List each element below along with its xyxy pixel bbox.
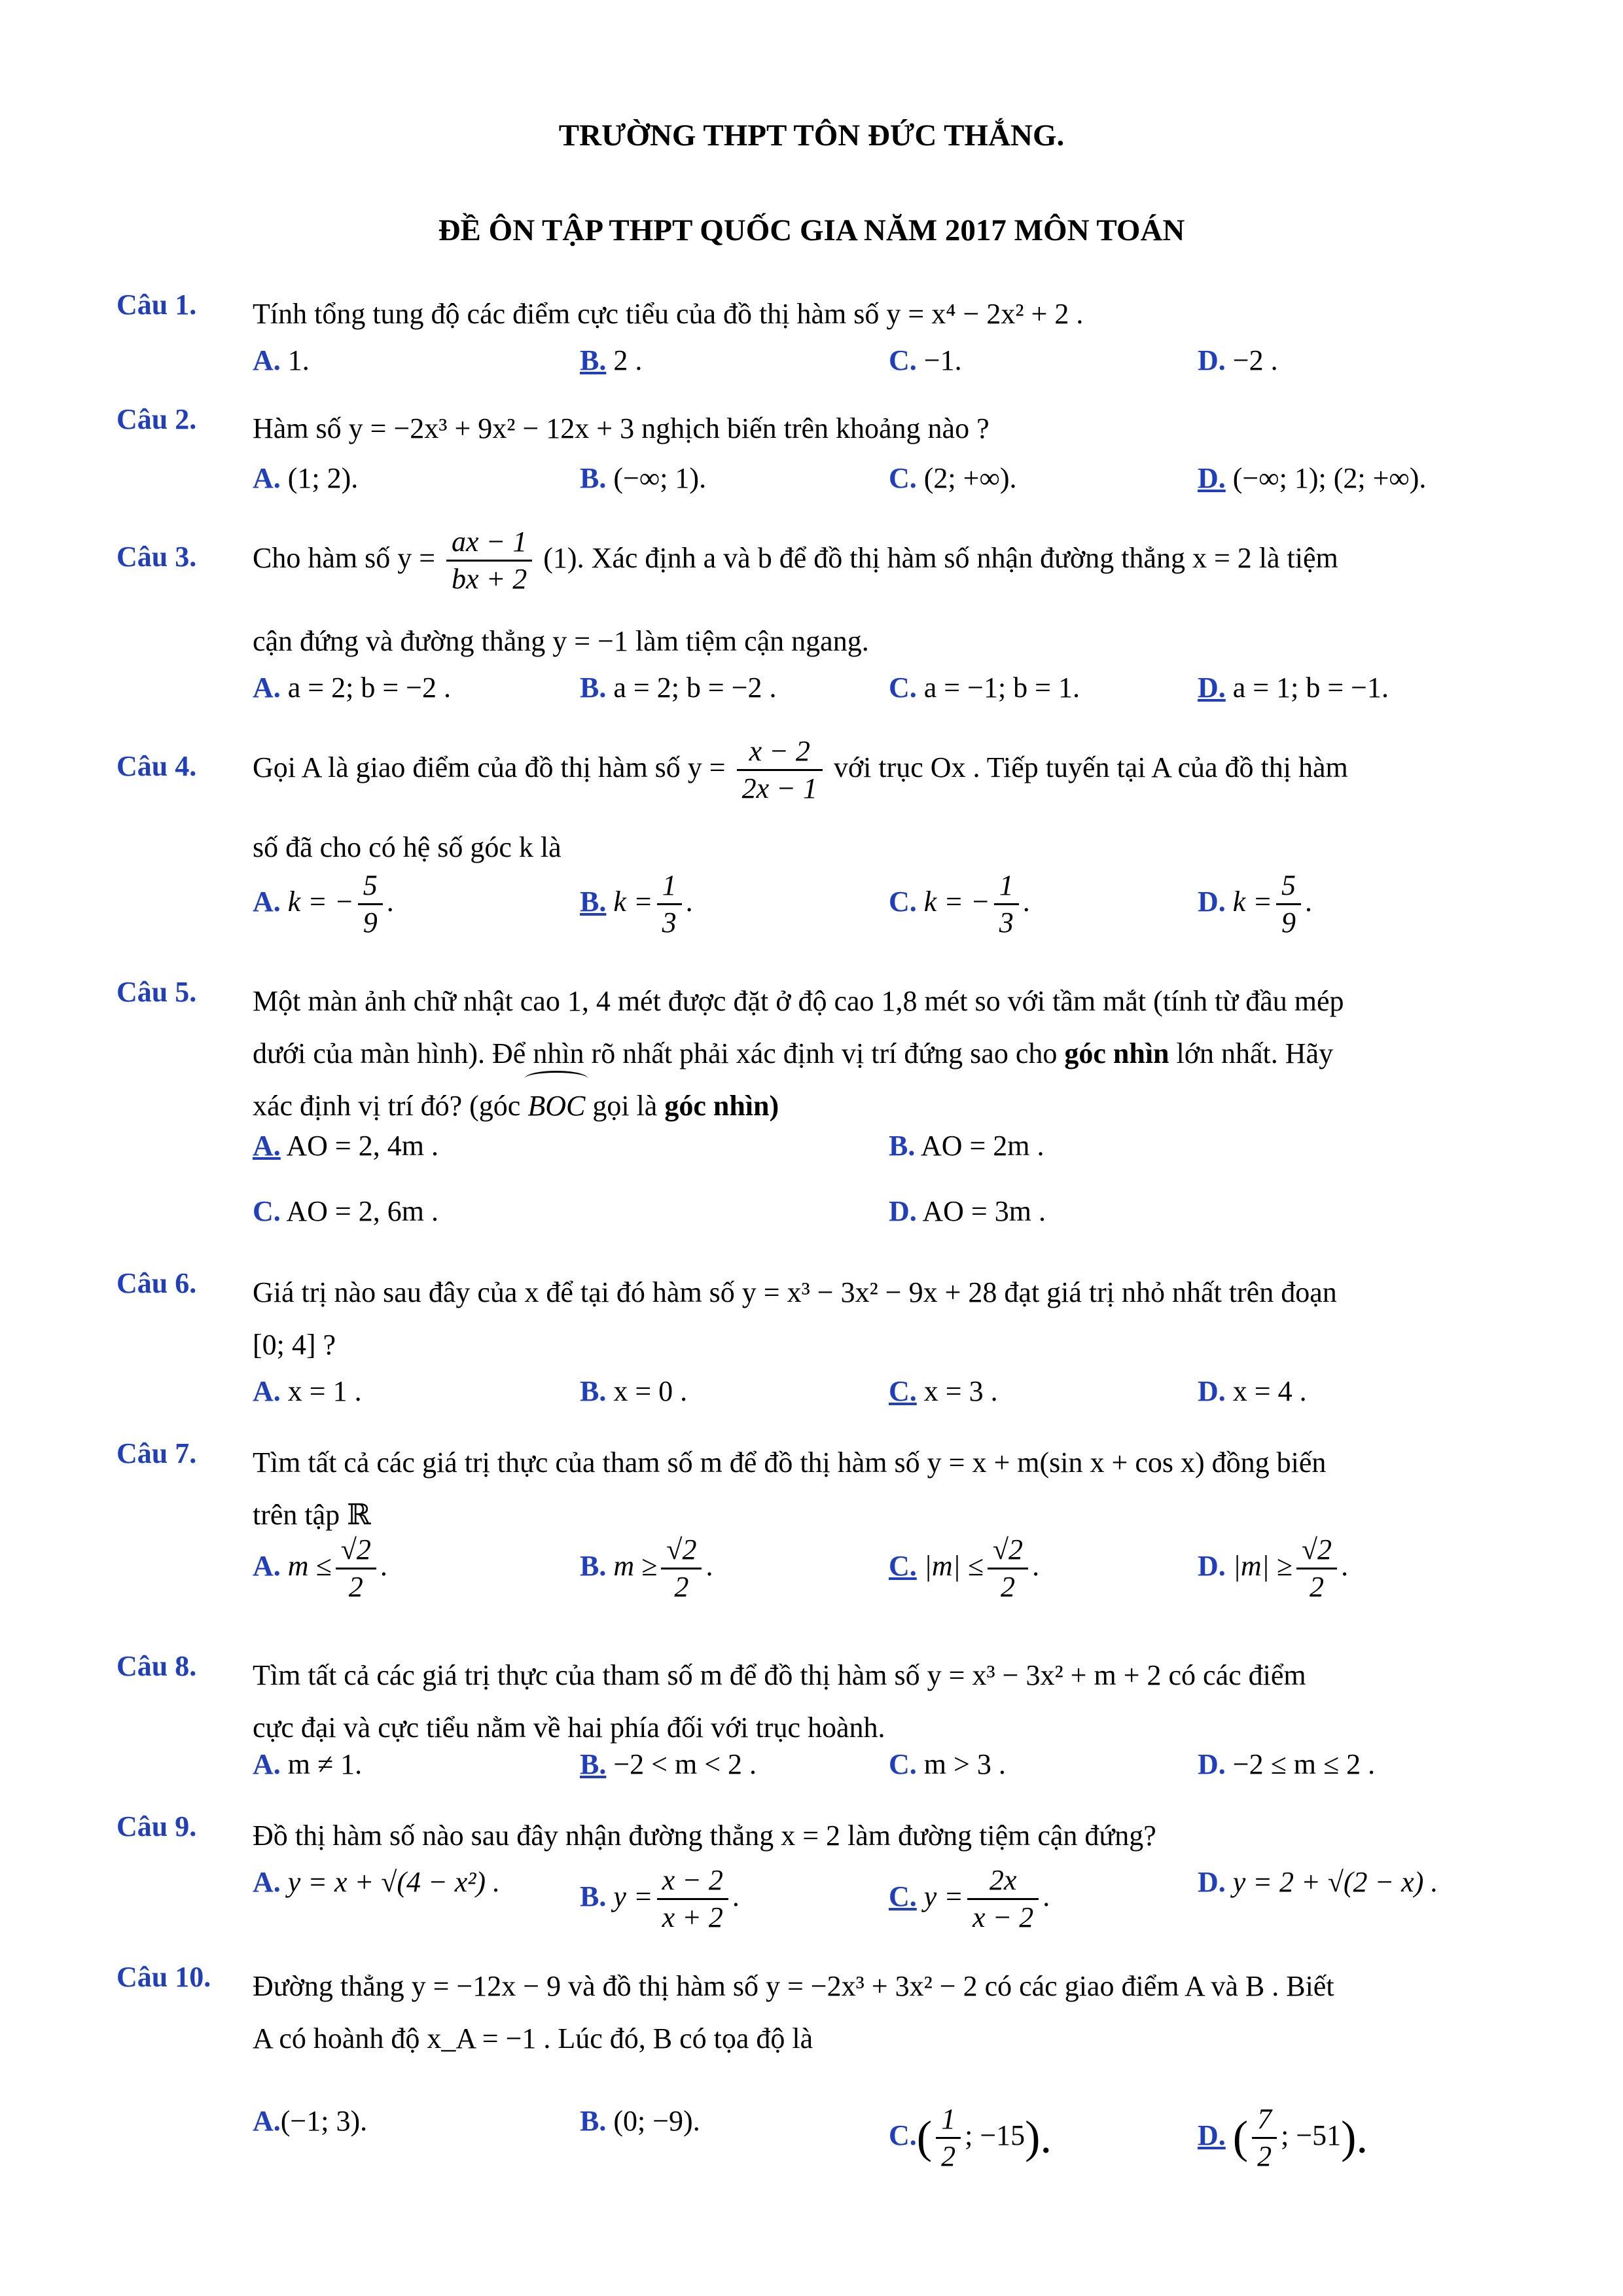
option-text: AO = 3m . — [922, 1195, 1046, 1227]
q8-option-b[interactable] — [580, 1748, 757, 1781]
option-text: k = — [613, 885, 653, 918]
fraction — [967, 1865, 1039, 1933]
option-text: a = 1; b = −1. — [1232, 672, 1389, 704]
option-text: −2 ≤ m ≤ 2 . — [1232, 1748, 1376, 1780]
numerator: 1 — [994, 870, 1019, 905]
option-text: −2 . — [1232, 344, 1278, 376]
option-text: . — [1032, 1549, 1040, 1582]
fraction — [988, 1535, 1028, 1602]
question-label: Câu 8. — [116, 1650, 197, 1682]
text-line: A có hoành độ x_A = −1 . Lúc đó, B có tọa độ là — [253, 2022, 813, 2054]
question-text — [253, 1437, 1516, 1541]
option-letter: D. — [1198, 1866, 1226, 1898]
text-line: Giá trị nào sau đây của x để tại đó hàm số y = x³ − 3x² − 9x + 28 đạt giá trị nhỏ nhất trên đoạn — [253, 1276, 1337, 1308]
option-letter: A. — [253, 2105, 281, 2137]
option-letter: B. — [580, 1880, 607, 1912]
option-letter: B. — [580, 672, 607, 704]
numerator: 1 — [657, 870, 682, 905]
option-text: . — [380, 1549, 387, 1582]
q8-option-d[interactable] — [1198, 1748, 1375, 1781]
fraction — [657, 1865, 728, 1933]
q7-option-a[interactable] — [253, 1535, 387, 1602]
q6-option-d[interactable] — [1198, 1374, 1307, 1408]
question-label: Câu 3. — [116, 541, 197, 573]
option-text: . — [685, 885, 693, 918]
option-letter: A. — [253, 344, 281, 376]
q2-option-b[interactable] — [580, 461, 706, 495]
option-letter: D. — [1198, 1748, 1226, 1780]
option-text: (−1; 3). — [280, 2105, 368, 2137]
fraction — [446, 527, 532, 594]
option-text: m ≤ — [287, 1549, 332, 1582]
option-text: x = 1 . — [287, 1375, 362, 1407]
q5-option-c[interactable] — [253, 1194, 438, 1228]
question-label: Câu 7. — [116, 1437, 197, 1469]
numerator: 5 — [358, 870, 383, 905]
question-text — [253, 736, 1516, 804]
fraction — [1296, 1535, 1337, 1602]
paren: ). — [1341, 2112, 1368, 2163]
option-letter: A. — [253, 1375, 281, 1407]
option-letter: C. — [253, 1195, 281, 1227]
option-letter: C. — [889, 672, 917, 704]
option-letter: D. — [889, 1195, 917, 1227]
option-text: ; −51 — [1281, 2119, 1342, 2151]
option-text: 2 . — [613, 344, 643, 376]
option-text: y = — [923, 1880, 964, 1912]
option-letter: C. — [889, 2119, 917, 2151]
q4-option-a[interactable] — [253, 870, 394, 938]
q4-option-d[interactable] — [1198, 870, 1312, 938]
option-letter-correct: B. — [580, 885, 607, 918]
q4-option-c[interactable] — [889, 870, 1030, 938]
fraction — [657, 870, 682, 938]
question-text — [253, 1266, 1516, 1371]
option-letter-correct: D. — [1198, 462, 1226, 494]
option-text: |m| ≤ — [923, 1549, 984, 1582]
option-letter: D. — [1198, 885, 1226, 918]
question-text: số đã cho có hệ số góc k là — [253, 831, 562, 863]
numerator: 2x — [967, 1865, 1039, 1900]
option-text: a = 2; b = −2 . — [287, 672, 451, 704]
q2-option-c[interactable] — [889, 461, 1017, 495]
option-text: (1; 2). — [287, 462, 359, 494]
option-letter-correct: A. — [253, 1130, 281, 1162]
question-label: Câu 1. — [116, 289, 197, 321]
denominator: 2 — [941, 2140, 956, 2173]
option-text: m ≥ — [613, 1549, 658, 1582]
option-text: . — [1341, 1549, 1349, 1582]
denominator: 2 — [1000, 1571, 1015, 1604]
text-line: Đường thẳng y = −12x − 9 và đồ thị hàm số y = −2x³ + 3x² − 2 có các giao điểm A và B . Biết — [253, 1970, 1334, 2002]
q9-option-b[interactable] — [580, 1865, 740, 1933]
option-text: . — [1305, 885, 1313, 918]
option-letter: A. — [253, 885, 281, 918]
option-letter: A. — [253, 1866, 281, 1898]
option-text: . — [1022, 885, 1030, 918]
option-letter-correct: B. — [580, 1748, 607, 1780]
denominator: 3 — [999, 906, 1014, 939]
text-line: trên tập ℝ — [253, 1499, 371, 1531]
option-text: k = — [1232, 885, 1273, 918]
q9-option-c[interactable] — [889, 1865, 1050, 1933]
question-text — [253, 1649, 1516, 1754]
option-text: x = 3 . — [923, 1375, 998, 1407]
question-text — [253, 1960, 1516, 2065]
numerator: √2 — [988, 1535, 1028, 1570]
option-text: x = 0 . — [613, 1375, 688, 1407]
text-segment: Gọi A là giao điểm của đồ thị hàm số y = — [253, 751, 726, 783]
option-letter-correct: C. — [889, 1375, 917, 1407]
denominator: 2x − 1 — [741, 772, 817, 805]
question-label: Câu 6. — [116, 1267, 197, 1299]
option-text: AO = 2m . — [920, 1130, 1044, 1162]
bold-term: góc nhìn — [1064, 1037, 1169, 1069]
q3-option-c[interactable] — [889, 671, 1080, 704]
option-letter: A. — [253, 1748, 281, 1780]
denominator: 3 — [662, 906, 677, 939]
text-line: cực đại và cực tiểu nằm về hai phía đối với trục hoành. — [253, 1712, 885, 1744]
question-text: Tính tổng tung độ các điểm cực tiểu của đồ thị hàm số y = x⁴ − 2x² + 2 . — [253, 298, 1084, 330]
q10-option-b[interactable] — [580, 2104, 700, 2138]
q3-option-b[interactable] — [580, 671, 777, 704]
option-letter: A. — [253, 1549, 281, 1582]
option-letter: B. — [889, 1130, 916, 1162]
option-text: m > 3 . — [923, 1748, 1006, 1780]
question-text: Hàm số y = −2x³ + 9x² − 12x + 3 nghịch biến trên khoảng nào ? — [253, 412, 990, 444]
option-letter: C. — [889, 462, 917, 494]
bold-term: góc nhìn) — [664, 1090, 779, 1122]
option-text: y = 2 + √(2 − x) . — [1232, 1866, 1438, 1898]
text-line — [253, 1028, 1516, 1080]
numerator: √2 — [336, 1535, 376, 1570]
q1-option-a[interactable] — [253, 344, 310, 377]
text-segment: Cho hàm số y = — [253, 541, 436, 574]
q5-option-b[interactable] — [889, 1129, 1044, 1162]
school-name: TRƯỜNG THPT TÔN ĐỨC THẮNG. — [558, 118, 1065, 152]
numerator: ax − 1 — [446, 527, 532, 562]
option-text: (0; −9). — [613, 2105, 700, 2137]
numerator: x − 2 — [737, 736, 823, 771]
option-text: ; −15 — [965, 2119, 1026, 2151]
text-line: Tìm tất cả các giá trị thực của tham số m để đồ thị hàm số y = x + m(sin x + cos x) đồng biến — [253, 1446, 1327, 1479]
numerator: √2 — [1296, 1535, 1337, 1570]
option-text: k = − — [923, 885, 990, 918]
fraction — [1276, 870, 1301, 938]
text-segment: (1). Xác định a và b để đồ thị hàm số nhận đường thẳng x = 2 là tiệm — [543, 541, 1338, 574]
option-letter-correct: C. — [889, 1549, 917, 1582]
option-text: (2; +∞). — [923, 462, 1017, 494]
option-text: a = 2; b = −2 . — [613, 672, 777, 704]
option-text: . — [705, 1549, 713, 1582]
denominator: bx + 2 — [452, 563, 527, 596]
q8-option-a[interactable] — [253, 1748, 362, 1781]
q3-option-a[interactable] — [253, 671, 451, 704]
numerator: 7 — [1252, 2104, 1277, 2139]
option-text: (−∞; 1); (2; +∞). — [1232, 462, 1427, 494]
denominator: 2 — [1309, 1571, 1324, 1604]
option-text: (−∞; 1). — [613, 462, 707, 494]
text-line: Tìm tất cả các giá trị thực của tham số m để đồ thị hàm số y = x³ − 3x² + m + 2 có các điểm — [253, 1659, 1306, 1691]
option-text: . — [732, 1880, 740, 1912]
option-letter: C. — [889, 885, 917, 918]
text-line: Một màn ảnh chữ nhật cao 1, 4 mét được đặt ở độ cao 1,8 mét so với tầm mắt (tính từ đầu mép — [253, 985, 1344, 1017]
option-text: |m| ≥ — [1232, 1549, 1293, 1582]
q6-option-c[interactable] — [889, 1374, 998, 1408]
fraction — [737, 736, 823, 804]
q9-option-d[interactable] — [1198, 1865, 1438, 1899]
q5-option-a[interactable] — [253, 1129, 438, 1162]
option-text: 1. — [287, 344, 310, 376]
denominator: 9 — [1281, 906, 1296, 939]
q2-option-a[interactable] — [253, 461, 358, 495]
fraction — [994, 870, 1019, 938]
option-text: k = − — [287, 885, 354, 918]
q5-option-d[interactable] — [889, 1194, 1046, 1228]
question-label: Câu 9. — [116, 1810, 197, 1842]
question-text — [253, 527, 1516, 594]
question-label: Câu 10. — [116, 1961, 211, 1993]
question-label: Câu 4. — [116, 750, 197, 782]
option-text: m ≠ 1. — [287, 1748, 363, 1780]
option-text: AO = 2, 6m . — [286, 1195, 438, 1227]
question-label: Câu 5. — [116, 976, 197, 1008]
option-text: y = — [613, 1880, 653, 1912]
q1-option-b[interactable] — [580, 344, 642, 377]
text-segment: dưới của màn hình). Để nhìn rõ nhất phải xác định vị trí đứng sao cho — [253, 1037, 1058, 1069]
option-letter-correct: C. — [889, 1880, 917, 1912]
option-text: . — [1043, 1880, 1050, 1912]
denominator: 2 — [348, 1571, 363, 1604]
option-text: AO = 2, 4m . — [286, 1130, 438, 1162]
option-letter-correct: D. — [1198, 672, 1226, 704]
option-text: −1. — [923, 344, 962, 376]
paren: ). — [1025, 2112, 1052, 2163]
q1-option-d[interactable] — [1198, 344, 1278, 377]
option-text: x = 4 . — [1232, 1375, 1307, 1407]
angle-symbol: BOC — [527, 1080, 585, 1132]
paren: ( — [916, 2112, 933, 2163]
option-letter: B. — [580, 462, 607, 494]
option-letter: B. — [580, 2105, 607, 2137]
option-letter: D. — [1198, 1549, 1226, 1582]
q6-option-b[interactable] — [580, 1374, 687, 1408]
option-letter: A. — [253, 462, 281, 494]
denominator: 9 — [363, 906, 378, 939]
fraction — [336, 1535, 376, 1602]
q7-option-c[interactable] — [889, 1535, 1039, 1602]
denominator: 2 — [1257, 2140, 1272, 2173]
option-letter: C. — [889, 1748, 917, 1780]
numerator: 1 — [936, 2104, 961, 2139]
q7-option-d[interactable] — [1198, 1535, 1348, 1602]
text-line: [0; 4] ? — [253, 1329, 336, 1361]
numerator: x − 2 — [657, 1865, 728, 1900]
option-letter: C. — [889, 344, 917, 376]
numerator: √2 — [661, 1535, 702, 1570]
question-label: Câu 2. — [116, 403, 197, 435]
q10-option-c[interactable] — [889, 2104, 1052, 2172]
option-letter-correct: B. — [580, 344, 607, 376]
q8-option-c[interactable] — [889, 1748, 1006, 1781]
option-letter: B. — [580, 1375, 607, 1407]
option-text: . — [386, 885, 394, 918]
denominator: x − 2 — [972, 1901, 1034, 1934]
q6-option-a[interactable] — [253, 1374, 362, 1408]
q4-option-b[interactable] — [580, 870, 693, 938]
question-text: Đồ thị hàm số nào sau đây nhận đường thẳng x = 2 làm đường tiệm cận đứng? — [253, 1820, 1156, 1852]
text-segment: lớn nhất. Hãy — [1176, 1037, 1334, 1069]
exam-title: ĐỀ ÔN TẬP THPT QUỐC GIA NĂM 2017 MÔN TOÁN — [438, 213, 1185, 247]
option-letter: D. — [1198, 344, 1226, 376]
fraction — [1252, 2104, 1277, 2172]
option-text: y = x + √(4 − x²) . — [287, 1866, 501, 1898]
fraction — [661, 1535, 702, 1602]
option-text: −2 < m < 2 . — [613, 1748, 757, 1780]
denominator: x + 2 — [662, 1901, 723, 1934]
q10-option-a[interactable] — [253, 2104, 367, 2138]
option-text: a = −1; b = 1. — [923, 672, 1080, 704]
q10-option-d[interactable] — [1198, 2104, 1368, 2172]
numerator: 5 — [1276, 870, 1301, 905]
option-letter: A. — [253, 672, 281, 704]
option-letter: B. — [580, 1549, 607, 1582]
option-letter-correct: D. — [1198, 2119, 1226, 2151]
text-line — [253, 1080, 1516, 1132]
question-text — [253, 975, 1516, 1132]
text-segment: gọi là — [592, 1090, 658, 1122]
q7-option-b[interactable] — [580, 1535, 713, 1602]
q3-option-d[interactable] — [1198, 671, 1389, 704]
fraction — [358, 870, 383, 938]
option-letter: D. — [1198, 1375, 1226, 1407]
denominator: 2 — [674, 1571, 689, 1604]
fraction — [936, 2104, 961, 2172]
question-text: cận đứng và đường thẳng y = −1 làm tiệm cận ngang. — [253, 625, 869, 657]
q9-option-a[interactable] — [253, 1865, 500, 1899]
text-segment: xác định vị trí đó? (góc — [253, 1090, 521, 1122]
q2-option-d[interactable] — [1198, 461, 1426, 495]
text-segment: với trục Ox . Tiếp tuyến tại A của đồ thị hàm — [833, 751, 1348, 783]
paren: ( — [1232, 2112, 1249, 2163]
q1-option-c[interactable] — [889, 344, 962, 377]
